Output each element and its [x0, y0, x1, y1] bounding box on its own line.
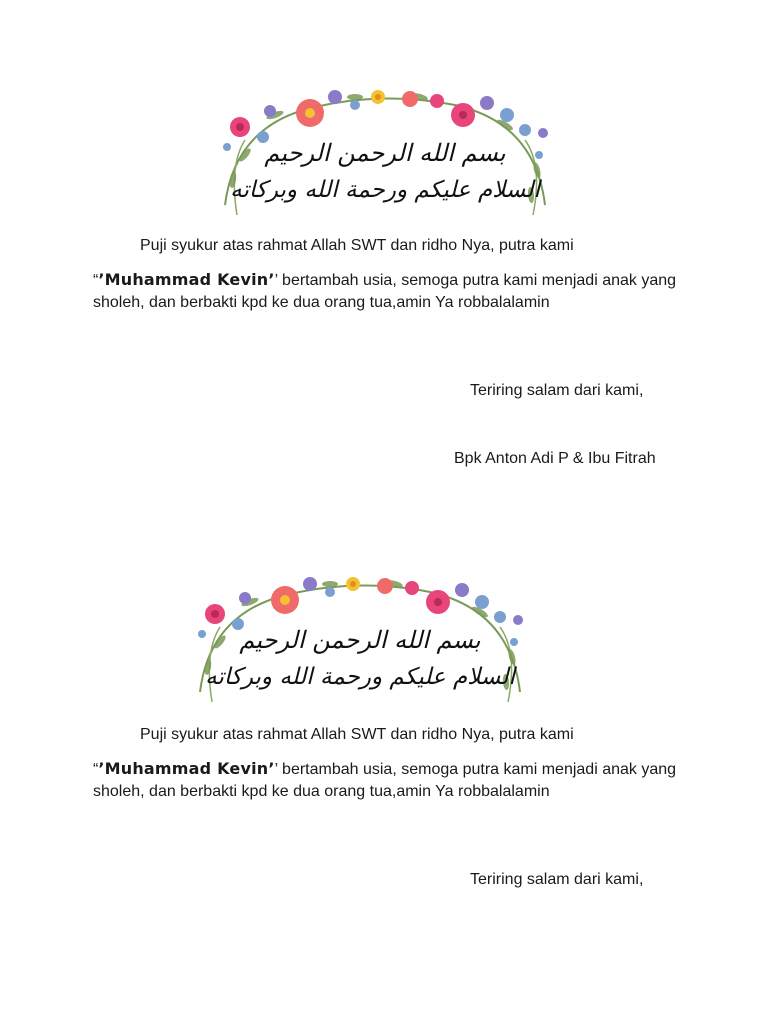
wish-text: bertambah usia, semoga putra kami menjadi anak yang sholeh, dan berbakti kpd ke dua orang tua,amin Ya robbalalamin [93, 272, 677, 311]
salam-text: السلام عليكم ورحمة الله وبركاته [230, 177, 540, 203]
name-open-quote: “ [93, 272, 99, 289]
intro-line: Puji syukur atas rahmat Allah SWT dan ridho Nya, putra kami [140, 726, 574, 743]
child-name: ’Muhammad Kevin’ [98, 270, 275, 289]
floral-basmala-banner [215, 85, 555, 225]
wish-paragraph [93, 269, 693, 314]
intro-line: Puji syukur atas rahmat Allah SWT dan ridho Nya, putra kami [140, 237, 574, 254]
basmala-text: بسم الله الرحمن الرحيم [239, 626, 481, 654]
name-open-quote: “ [93, 761, 99, 778]
signature-line: Bpk Anton Adi P & Ibu Fitrah [454, 450, 656, 467]
basmala-text: بسم الله الرحمن الرحيم [264, 139, 506, 167]
greeting-card-2 [0, 490, 768, 1024]
salam-text: السلام عليكم ورحمة الله وبركاته [205, 664, 515, 690]
closing-line: Teriring salam dari kami, [470, 382, 644, 399]
floral-basmala-banner [190, 572, 530, 712]
closing-line: Teriring salam dari kami, [470, 871, 644, 888]
floral-wreath-image [215, 85, 555, 225]
name-close-quote: ’ [274, 761, 278, 778]
wish-text: bertambah usia, semoga putra kami menjadi anak yang sholeh, dan berbakti kpd ke dua orang tua,amin Ya robbalalamin [93, 761, 677, 800]
greeting-card-1 [0, 0, 768, 500]
name-close-quote: ’ [274, 272, 278, 289]
child-name: ’Muhammad Kevin’ [98, 759, 275, 778]
wish-paragraph [93, 758, 693, 803]
floral-wreath-image [190, 572, 530, 712]
